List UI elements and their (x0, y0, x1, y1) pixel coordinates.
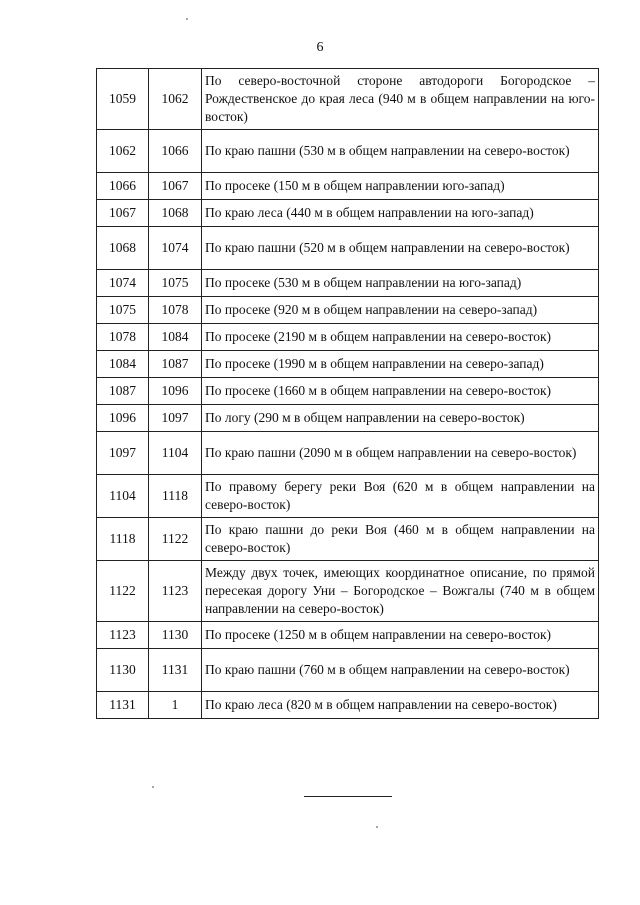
from-point-cell: 1122 (97, 561, 149, 622)
table-row (97, 297, 599, 324)
table-row (97, 270, 599, 297)
table-row (97, 432, 599, 475)
description-cell: По правому берегу реки Воя (620 м в общем направлении на северо-восток) (202, 475, 599, 518)
table-row (97, 130, 599, 173)
table-row (97, 227, 599, 270)
to-point-cell: 1096 (149, 378, 202, 405)
table-row (97, 200, 599, 227)
table-row (97, 622, 599, 649)
description-cell: По краю пашни до реки Воя (460 м в общем направлении на северо-восток) (202, 518, 599, 561)
to-point-cell: 1087 (149, 351, 202, 378)
from-point-cell: 1097 (97, 432, 149, 475)
description-cell: По просеке (1660 м в общем направлении на северо-восток) (202, 378, 599, 405)
page-number: 6 (316, 40, 324, 55)
description-cell: По краю леса (440 м в общем направлении на юго-запад) (202, 200, 599, 227)
table-row (97, 561, 599, 622)
description-cell: По просеке (2190 м в общем направлении на северо-восток) (202, 324, 599, 351)
to-point-cell: 1084 (149, 324, 202, 351)
table-row (97, 378, 599, 405)
table-row (97, 475, 599, 518)
from-point-cell: 1084 (97, 351, 149, 378)
scan-speck (186, 18, 188, 20)
to-point-cell: 1067 (149, 173, 202, 200)
from-point-cell: 1123 (97, 622, 149, 649)
table-row (97, 649, 599, 692)
to-point-cell: 1062 (149, 69, 202, 130)
to-point-cell: 1118 (149, 475, 202, 518)
to-point-cell: 1097 (149, 405, 202, 432)
description-cell: По логу (290 м в общем направлении на северо-восток) (202, 405, 599, 432)
table-row (97, 351, 599, 378)
table-row (97, 518, 599, 561)
from-point-cell: 1074 (97, 270, 149, 297)
to-point-cell: 1 (149, 692, 202, 719)
from-point-cell: 1075 (97, 297, 149, 324)
description-cell: По краю пашни (2090 м в общем направлении на северо-восток) (202, 432, 599, 475)
description-cell: По краю леса (820 м в общем направлении на северо-восток) (202, 692, 599, 719)
from-point-cell: 1131 (97, 692, 149, 719)
to-point-cell: 1122 (149, 518, 202, 561)
from-point-cell: 1087 (97, 378, 149, 405)
description-cell: Между двух точек, имеющих координатное описание, по прямой пересекая дорогу Уни – Богородское – Вожгалы (740 м в общем направлении на северо-восток) (202, 561, 599, 622)
description-cell: По просеке (920 м в общем направлении на северо-запад) (202, 297, 599, 324)
scan-speck (152, 786, 154, 788)
description-cell: По просеке (530 м в общем направлении на юго-запад) (202, 270, 599, 297)
end-divider (304, 796, 392, 797)
from-point-cell: 1066 (97, 173, 149, 200)
table-row (97, 324, 599, 351)
description-cell: По просеке (150 м в общем направлении юго-запад) (202, 173, 599, 200)
to-point-cell: 1130 (149, 622, 202, 649)
description-cell: По краю пашни (520 м в общем направлении на северо-восток) (202, 227, 599, 270)
boundary-table (96, 68, 599, 719)
table-row (97, 405, 599, 432)
from-point-cell: 1062 (97, 130, 149, 173)
description-cell: По краю пашни (530 м в общем направлении на северо-восток) (202, 130, 599, 173)
to-point-cell: 1131 (149, 649, 202, 692)
from-point-cell: 1118 (97, 518, 149, 561)
table-row (97, 173, 599, 200)
to-point-cell: 1074 (149, 227, 202, 270)
to-point-cell: 1066 (149, 130, 202, 173)
from-point-cell: 1059 (97, 69, 149, 130)
to-point-cell: 1068 (149, 200, 202, 227)
to-point-cell: 1078 (149, 297, 202, 324)
description-cell: По северо-восточной стороне автодороги Богородское – Рождественское до края леса (940 м в общем направлении на юго-восток) (202, 69, 599, 130)
description-cell: По просеке (1990 м в общем направлении на северо-запад) (202, 351, 599, 378)
from-point-cell: 1104 (97, 475, 149, 518)
from-point-cell: 1068 (97, 227, 149, 270)
to-point-cell: 1123 (149, 561, 202, 622)
description-cell: По краю пашни (760 м в общем направлении на северо-восток) (202, 649, 599, 692)
table-row (97, 692, 599, 719)
to-point-cell: 1075 (149, 270, 202, 297)
to-point-cell: 1104 (149, 432, 202, 475)
from-point-cell: 1130 (97, 649, 149, 692)
scan-speck (376, 826, 378, 828)
from-point-cell: 1067 (97, 200, 149, 227)
from-point-cell: 1096 (97, 405, 149, 432)
table-row (97, 69, 599, 130)
from-point-cell: 1078 (97, 324, 149, 351)
description-cell: По просеке (1250 м в общем направлении на северо-восток) (202, 622, 599, 649)
